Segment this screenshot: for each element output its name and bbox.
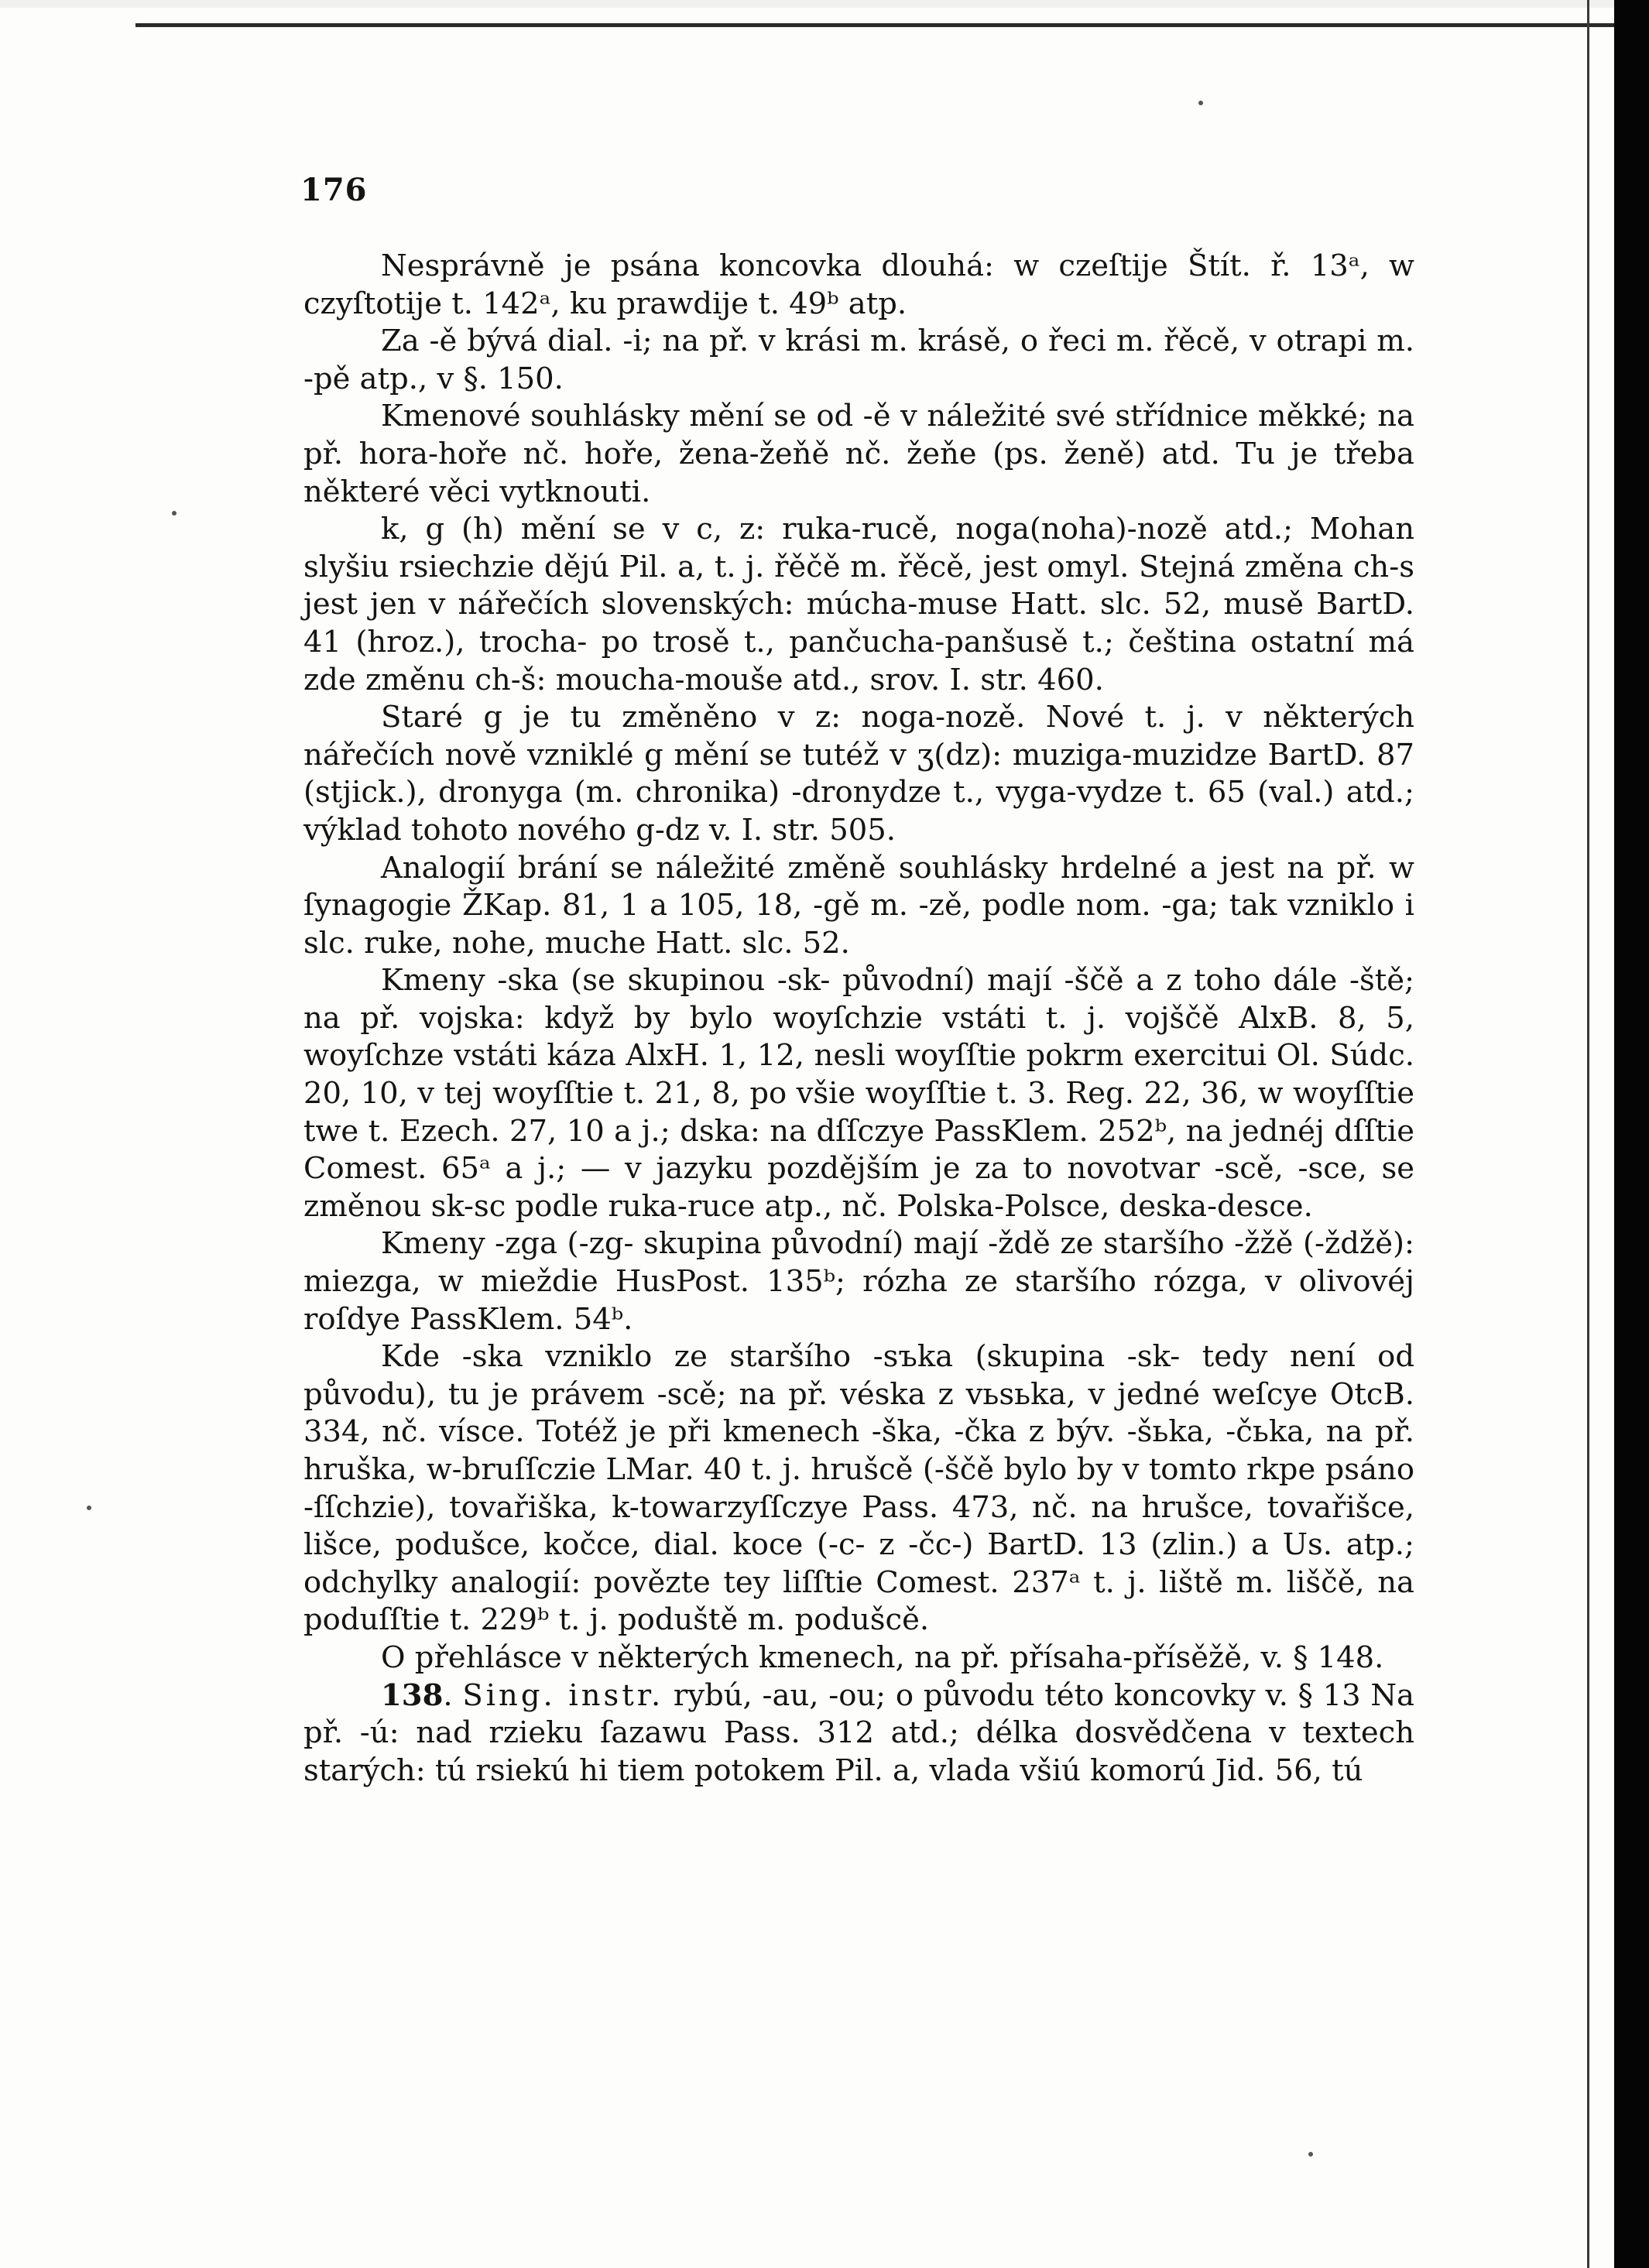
paragraph: Za -ě bývá dial. -i; na př. v krási m. krásě, o řeci m. řěcě, v otrapi m. -pě atp., v §. 150.	[303, 324, 1414, 396]
paragraph: Kde -ska vzniklo ze staršího -sъka (skupina -sk- tedy není od původu), tu je právem -scě; na př. véska z vьsьka, v jedné weſcye OtcB. 334, nč. vísce. Totéž je při kmenech -ška, -čka z býv. -šьka, -čьka, na př. hruška, w-bruſſczie LMar. 40 t. j. hrušcě (-ščě bylo by v tomto rkpe psáno -ſſchzie), tovařiška, k-towarzyſſczye Pass. 473, nč. na hrušce, tovařišce, lišce, podušce, kočce, dial. koce (-c- z -čc-) BartD. 13 (zlin.) a Us. atp.; odchylky analogií: povězte tey liſſtie Comest. 237ᵃ t. j. liště m. liščě, na poduſſtie t. 229ᵇ t. j. poduště m. podušcě.	[303, 1339, 1414, 1638]
paragraph: O přehlásce v některých kmenech, na př. přísaha-přísěžě, v. § 148.	[381, 1639, 1384, 1675]
dust-speck	[1308, 2152, 1313, 2157]
dust-speck	[1198, 101, 1203, 105]
section-138: 138. Sing. instr. rybú, -au, -ou; o původu této koncovky v. § 13 Na př. -ú: nad rzieku ſazawu Pass. 312 atd.; délka dosvědčena v textech starých: tú rsiekú hi tiem potokem Pil. a, vlada všiú komorú Jid. 56, tú	[303, 1677, 1414, 1788]
scan-right-line	[1587, 0, 1589, 2268]
paragraph: Nesprávně je psána koncovka dlouhá: w czeſtije Štít. ř. 13ᵃ, w czyſtotije t. 142ᵃ, ku prawdije t. 49ᵇ atp.	[303, 248, 1414, 321]
paragraph: Kmenové souhlásky mění se od -ě v náležité své střídnice měkké; na př. hora-hoře nč. hoře, žena-žeňě nč. žeňe (ps. ženě) atd. Tu je třeba některé věci vytknouti.	[303, 399, 1414, 509]
paragraph: k, g (h) mění se v c, z: ruka-rucě, noga(noha)-nozě atd.; Mohan slyšiu rsiechzie dějú Pil. a, t. j. řěčě m. řěcě, jest omyl. Stejná změna ch-s jest jen v nářečích slovenských: múcha-muse Hatt. slc. 52, musě BartD. 41 (hroz.), trocha- po trosě t., pančucha-panšusě t.; čeština ostatní má zde změnu ch-š: moucha-mouše atd., srov. I. str. 460.	[303, 512, 1414, 697]
section-number: 138	[381, 1677, 444, 1713]
section-heading: Sing. instr.	[462, 1677, 664, 1713]
dust-speck	[172, 511, 177, 516]
scan-top-rule	[135, 23, 1641, 27]
scan-top-edge	[0, 0, 1649, 8]
body-text	[303, 248, 1414, 1790]
dust-speck	[87, 1506, 91, 1510]
section-text: rybú, -au, -ou; o původu této koncovky v. § 13 Na př. -ú: nad rzieku ſazawu Pass. 312 atd.; délka dosvědčena v textech starých: tú rsiekú hi tiem potokem Pil. a, vlada všiú komorú Jid. 56, tú	[303, 1677, 1414, 1788]
paragraph: Kmeny -ska (se skupinou -sk- původní) mají -ščě a z toho dále -ště; na př. vojska: když by bylo woyſchzie vstáti t. j. vojščě AlxB. 8, 5, woyſchze vstáti káza AlxH. 1, 12, nesli woyſſtie pokrm exercitui Ol. Súdc. 20, 10, v tej woyſſtie t. 21, 8, po všie woyſſtie t. 3. Reg. 22, 36, w woyſſtie twe t. Ezech. 27, 10 a j.; dska: na dſſczye PassKlem. 252ᵇ, na jednéj dſſtie Comest. 65ᵃ a j.; — v jazyku pozdějším je za to novotvar -scě, -sce, se změnou sk-sc podle ruka-ruce atp., nč. Polska-Polsce, deska-desce.	[303, 963, 1414, 1224]
page-number: 176	[300, 172, 368, 208]
paragraph: Staré g je tu změněno v z: noga-nozě. Nové t. j. v některých nářečích nově vzniklé g mění se tutéž v ʒ(dz): muziga-muzidze BartD. 87 (stjick.), dronyga (m. chronika) -dronydze t., vyga-vydze t. 65 (val.) atd.; výklad tohoto nového g-dz v. I. str. 505.	[303, 700, 1414, 848]
paragraph: Analogií brání se náležité změně souhlásky hrdelné a jest na př. w ſynagogie ŽKap. 81, 1 a 105, 18, -gě m. -zě, podle nom. -ga; tak vzniklo i slc. ruke, nohe, muche Hatt. slc. 52.	[303, 850, 1414, 961]
paragraph: Kmeny -zga (-zg- skupina původní) mají -ždě ze staršího -žžě (-ždžě): miezga, w mieždie HusPost. 135ᵇ; rózha ze staršího rózga, v olivovéj roſdye PassKlem. 54ᵇ.	[303, 1226, 1414, 1337]
scan-right-border	[1614, 0, 1649, 2268]
